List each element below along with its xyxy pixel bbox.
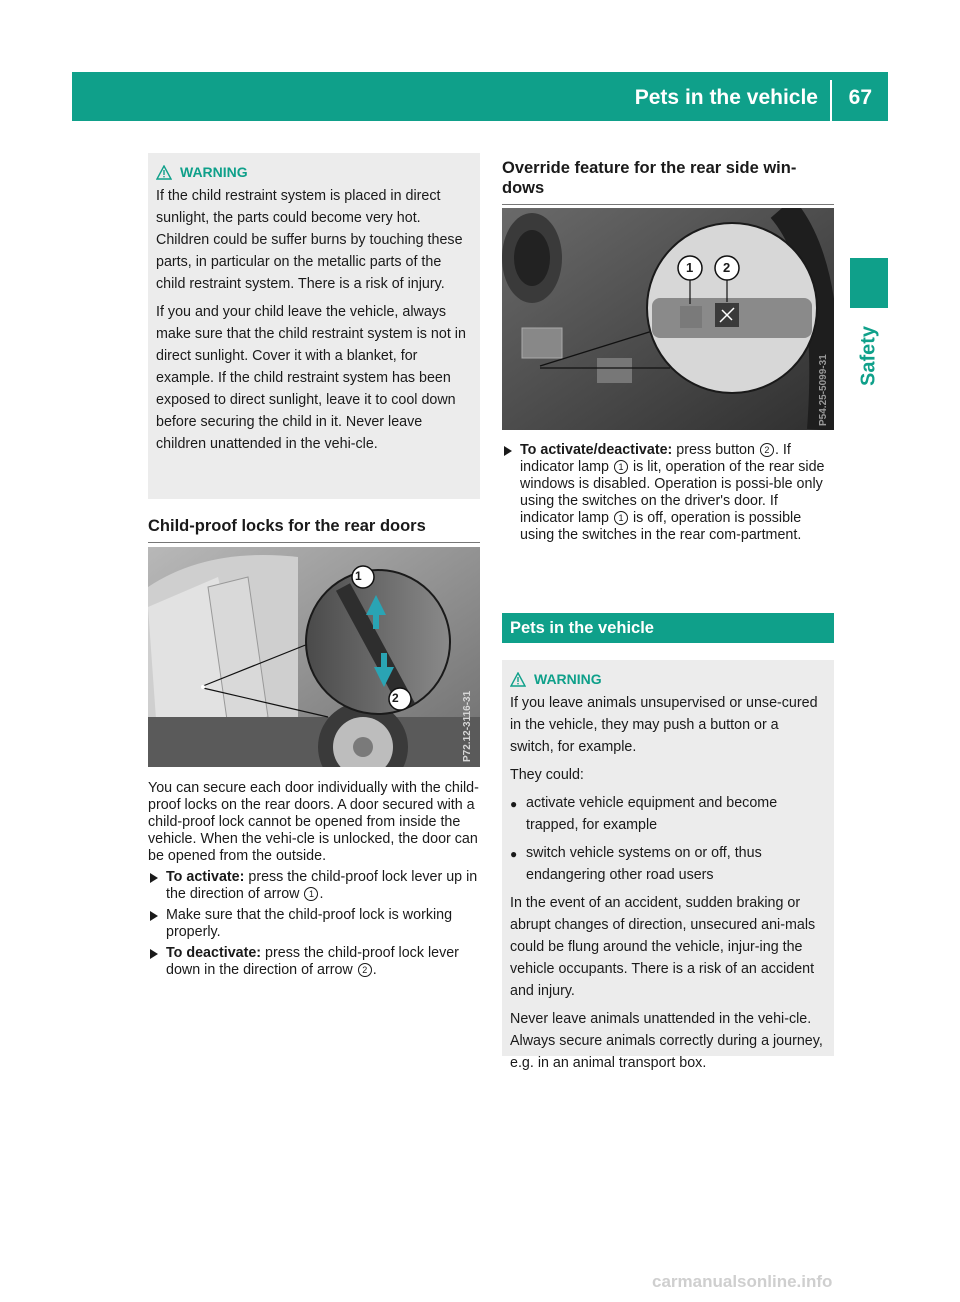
step-deactivate bbox=[148, 945, 480, 979]
door-photo-illustration bbox=[148, 547, 480, 767]
section-title-child-locks: Child-proof locks for the rear doors bbox=[148, 516, 480, 543]
step-text: press the child-proof lock lever up in the direction of arrow bbox=[166, 869, 478, 902]
step-text: . If indicator lamp bbox=[520, 442, 791, 475]
step-arrow-icon bbox=[150, 949, 158, 959]
warning-title-text: WARNING bbox=[534, 671, 602, 687]
side-tab-text: Safety bbox=[857, 325, 880, 387]
window-switch-photo bbox=[502, 208, 834, 430]
warning-title bbox=[156, 161, 472, 183]
bullet-text: activate vehicle equipment and become trapped, for example bbox=[526, 795, 778, 833]
child-lock-instructions bbox=[148, 780, 480, 979]
warning-paragraph: If you and your child leave the vehicle, always make sure that the child restraint system is not in direct sunlight. Cover it with a blanket, for example. If the child restraint system has been exposed to direct sunlight, leave it to cool down before securing the child in it. Never leave children unattended in the vehi-cle. bbox=[156, 304, 466, 452]
warning-paragraph: If you leave animals unsupervised or unse-cured in the vehicle, they may push a button or a switch, for example. bbox=[510, 695, 818, 755]
step-text: is lit, operation of the rear side windows is disabled. Operation is possi-ble only using the switches on the driver's door. If indicator lamp bbox=[520, 459, 825, 526]
step-check bbox=[148, 907, 480, 941]
bullet-text: switch vehicle systems on or off, thus endangering other road users bbox=[526, 845, 762, 883]
step-text-end: . bbox=[319, 886, 324, 902]
side-tab-marker bbox=[850, 258, 888, 308]
warning-title bbox=[510, 668, 826, 690]
header-separator bbox=[830, 80, 832, 121]
bullet-icon: ● bbox=[510, 797, 518, 811]
step-arrow-icon bbox=[150, 911, 158, 921]
callout-ref: 2 bbox=[760, 443, 774, 457]
callout-ref: 1 bbox=[614, 511, 628, 525]
callout-2: 2 bbox=[723, 260, 731, 275]
warning-bullet bbox=[510, 792, 826, 836]
warning-paragraph: If the child restraint system is placed in direct sunlight, the parts could become very hot. Children could be suffer burns by touching these parts, in particular on the metallic parts of the child restraint system. There is a risk of injury. bbox=[156, 188, 463, 292]
warning-paragraph: Never leave animals unattended in the vehi-cle. Always secure animals correctly during a journey, e.g. in an animal transport box. bbox=[510, 1011, 823, 1071]
callout-ref: 2 bbox=[358, 963, 372, 977]
override-instructions bbox=[502, 442, 834, 544]
section-title-override: Override feature for the rear side win-dows bbox=[502, 158, 834, 205]
warning-box-child-restraint bbox=[148, 153, 480, 499]
callout-ref: 1 bbox=[614, 460, 628, 474]
watermark: carmanualsonline.info bbox=[652, 1272, 833, 1291]
warning-paragraph: In the event of an accident, sudden braking or abrupt changes of direction, unsecured ani-mals could be flung around the vehicle, injur-ing the vehicle occupants. There is a risk of an accident and injury. bbox=[510, 895, 816, 999]
override-figure bbox=[502, 208, 834, 430]
figure-code: P72.12-3116-31 bbox=[462, 690, 473, 762]
callout-2: 2 bbox=[392, 691, 399, 705]
warning-paragraph: They could: bbox=[510, 767, 584, 783]
step-activate bbox=[148, 869, 480, 903]
bullet-icon: ● bbox=[510, 847, 518, 861]
warning-title-text: WARNING bbox=[180, 164, 248, 180]
side-tab-label bbox=[850, 316, 888, 396]
child-lock-figure bbox=[148, 547, 480, 767]
warning-triangle-icon bbox=[510, 672, 526, 687]
step-label: To deactivate: bbox=[166, 945, 262, 961]
section-banner-pets: Pets in the vehicle bbox=[502, 613, 834, 643]
warning-bullet bbox=[510, 842, 826, 886]
step-text-end: . bbox=[372, 962, 377, 978]
warning-box-pets bbox=[502, 660, 834, 1071]
callout-1: 1 bbox=[686, 260, 694, 275]
step-text: press the child-proof lock lever down in the direction of arrow bbox=[166, 945, 459, 978]
step-activate-deactivate bbox=[502, 442, 834, 544]
step-label: To activate: bbox=[166, 869, 245, 885]
header-bar bbox=[72, 72, 888, 121]
step-arrow-icon bbox=[150, 873, 158, 883]
step-text: Make sure that the child-proof lock is working properly. bbox=[166, 907, 453, 940]
callout-1: 1 bbox=[355, 569, 362, 583]
step-label: To activate/deactivate: bbox=[520, 442, 673, 458]
step-text: press button bbox=[672, 442, 759, 458]
warning-triangle-icon bbox=[156, 165, 172, 180]
step-text: is off, operation is possible using the switches in the rear com-partment. bbox=[520, 510, 802, 543]
page-number: 67 bbox=[848, 86, 872, 109]
figure-code: P54.25-5099-31 bbox=[818, 354, 829, 426]
step-arrow-icon bbox=[504, 446, 512, 456]
header-title: Pets in the vehicle bbox=[634, 86, 818, 109]
intro-paragraph: You can secure each door individually with the child-proof locks on the rear doors. A door secured with a child-proof lock cannot be opened from inside the vehicle. When the vehi-cle is unlocked, the door can be opened from the outside. bbox=[148, 780, 479, 864]
callout-ref: 1 bbox=[304, 887, 318, 901]
